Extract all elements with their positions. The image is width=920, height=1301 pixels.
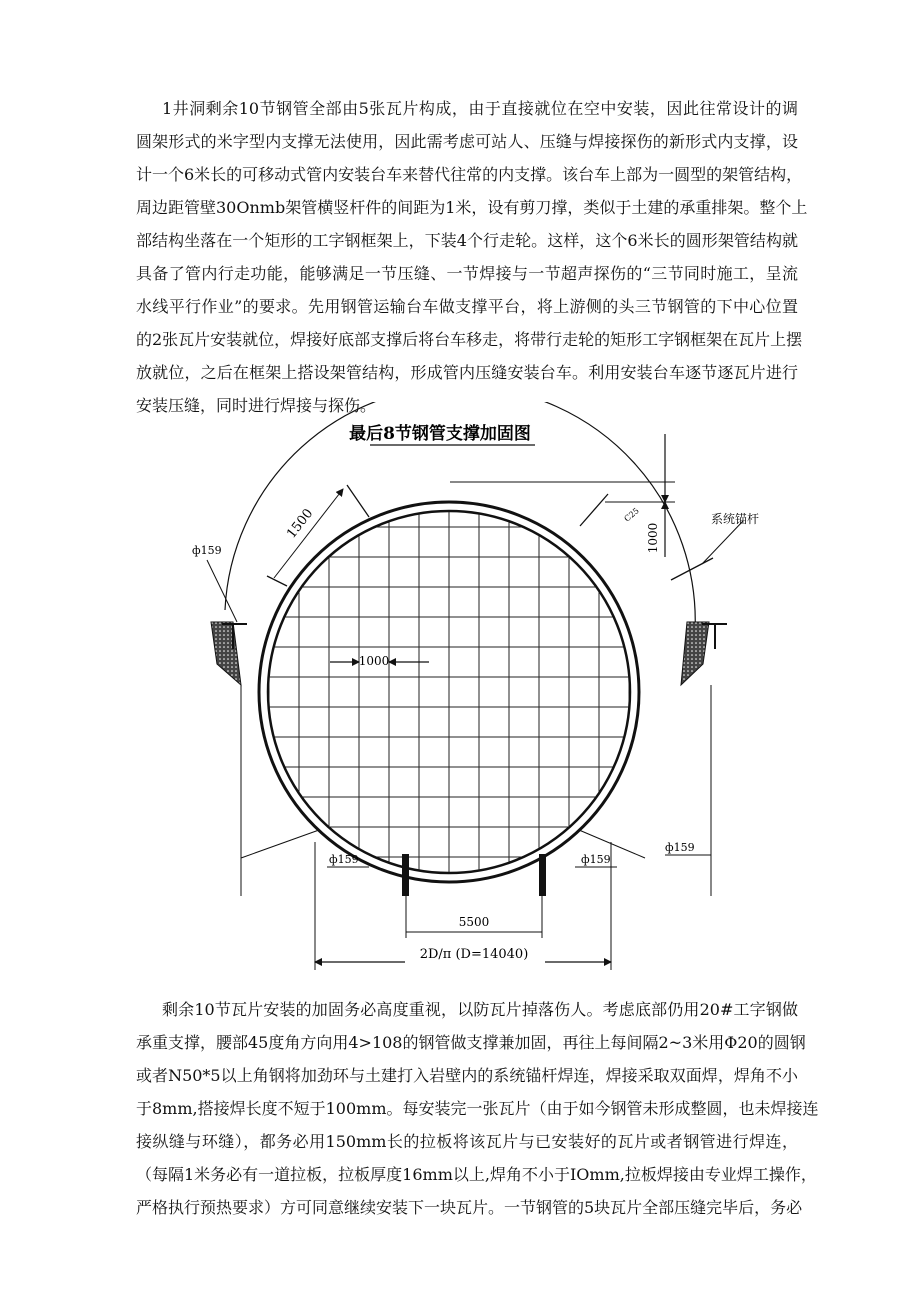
dim-5500-label: 5500: [458, 915, 490, 929]
dim-1000-vertical-label: 1000: [646, 522, 660, 554]
drawing-svg: [175, 402, 765, 984]
brace-bottom-left: [241, 830, 319, 858]
paragraph-line: 具备了管内行走功能，能够满足一节压缝、一节焊接与一节超声探伤的“三节同时施工，呈流: [136, 264, 798, 283]
dim-1000-grid-label: 1000: [358, 654, 390, 668]
bottom-support-right: [539, 854, 546, 896]
paragraph-1: [136, 92, 808, 422]
phi159-bottom-mid-label: ф159: [581, 853, 611, 866]
paragraph-line: 接纵缝与环缝），都务必用150mm长的拉板将该瓦片与已安装好的瓦片或者钢管进行焊连，: [136, 1132, 798, 1151]
c25-label: C25: [622, 506, 641, 524]
drawing-title: 最后8节钢管支撑加固图: [349, 424, 531, 444]
phi159-top-left-leader: [207, 560, 237, 622]
paragraph-line: 周边距管壁30Onmb架管横竖杆件的间距为1米，设有剪刀撑，类似于土建的承重排架。整个上: [136, 198, 808, 217]
paragraph-line: 剩余10节瓦片安装的加固务必高度重视，以防瓦片掉落伤人。考虑底部仍用20#工字钢做: [162, 1000, 798, 1019]
paragraph-line: 严格执行预热要求）方可同意继续安装下一块瓦片。一节钢管的5块瓦片全部压缝完毕后，务必: [136, 1198, 803, 1217]
paragraph-2: [136, 993, 819, 1224]
anchor-leader: [702, 521, 743, 564]
paragraph-line: 于8mm,搭接焊长度不短于100mm。每安装完一张瓦片（由于如今钢管未形成整圆，也未焊接连: [136, 1099, 819, 1118]
radial-marker-left: [347, 485, 369, 517]
paragraph-line: 放就位，之后在框架上搭设架管结构，形成管内压缝安装台车。利用安装台车逐节逐瓦片进行: [136, 363, 798, 382]
phi159-top-left-label: ф159: [192, 544, 222, 557]
paragraph-line: 或者N50*5以上角钢将加劲环与土建打入岩壁内的系统锚杆焊连，焊接采取双面焊，焊角不小: [136, 1066, 798, 1085]
phi159-bottom-left-label: ф159: [329, 853, 359, 866]
left-rock-hatch: [211, 622, 241, 685]
paragraph-line: 水线平行作业”的要求。先用钢管运输台车做支撑平台，将上游侧的头三节钢管的下中心位置: [136, 297, 798, 316]
paragraph-line: 的2张瓦片安装就位，焊接好底部支撑后将台车移走，将带行走轮的矩形工字钢框架在瓦片上摆: [136, 330, 803, 349]
anchor-bolt: [671, 558, 713, 580]
phi159-right-label: ф159: [665, 841, 695, 854]
paragraph-line: 承重支撑，腰部45度角方向用4>108的钢管做支撑兼加固，再往上每间隔2~3米用Φ20的圆钢: [136, 1033, 806, 1052]
pipe-support-drawing: [175, 402, 765, 984]
bottom-support-left: [402, 854, 409, 896]
anchor-label: 系统锚杆: [710, 512, 760, 526]
dim-bottom-label: 2D/π (D=14040): [419, 947, 529, 962]
paragraph-line: 计一个6米长的可移动式管内安装台车来替代往常的内支撑。该台车上部为一圆型的架管结构，: [136, 165, 803, 184]
paragraph-line: 1井洞剩余10节钢管全部由5张瓦片构成，由于直接就位在空中安装，因此往常设计的调: [162, 99, 798, 118]
dim-1500-label: 1500: [284, 506, 317, 542]
paragraph-line: 部结构坐落在一个矩形的工字钢框架上，下装4个行走轮。这样，这个6米长的圆形架管结构就: [136, 231, 798, 250]
paragraph-line: 安装压缝，同时进行焊接与探伤。: [136, 396, 377, 415]
right-rock-hatch: [681, 622, 709, 685]
paragraph-line: 圆架形式的米字型内支撑无法使用，因此需考虑可站人、压缝与焊接探伤的新形式内支撑，设: [136, 132, 798, 151]
radial-marker-lower-left: [267, 576, 287, 586]
paragraph-line: （每隔1米务必有一道拉板，拉板厚度16mm以上,焊角不小于IOmm,拉板焊接由专业焊工操作，: [136, 1165, 817, 1184]
radial-marker-right: [580, 494, 608, 526]
